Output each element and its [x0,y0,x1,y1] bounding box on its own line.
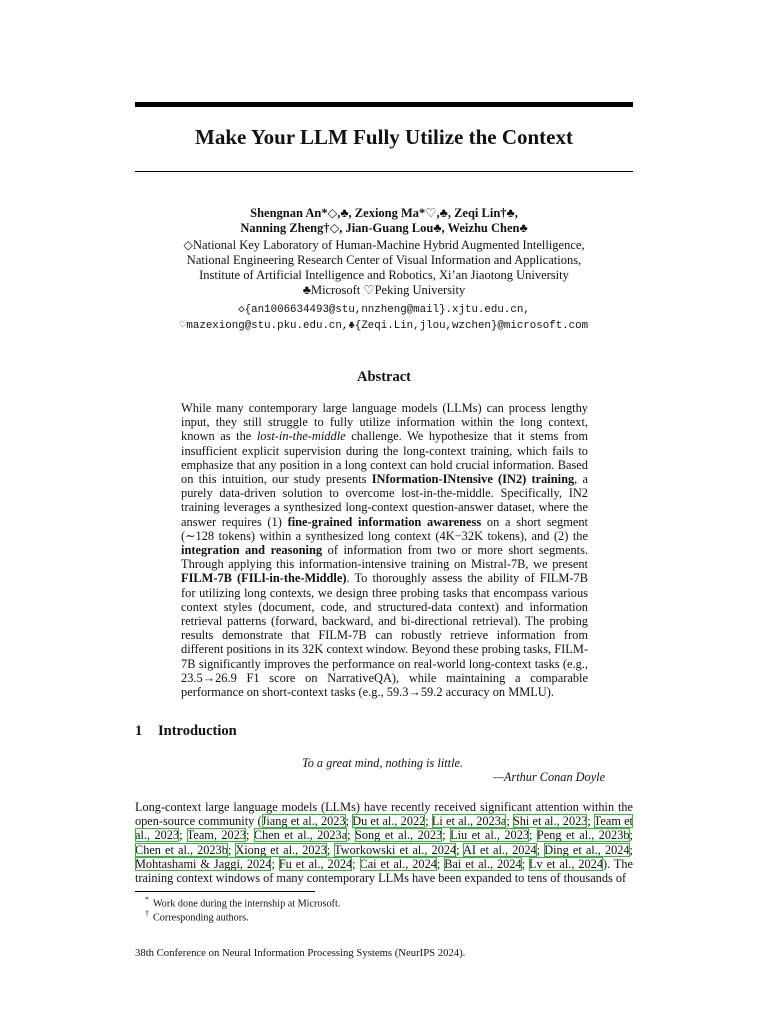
citation-link[interactable]: Tworkowski et al., 2024 [334,842,457,857]
abstract-text: While many contemporary large language models (LLMs) can process lengthy input, they still struggle to fully utilize information within the long context, known as the [181,401,588,444]
abstract-text: on a short segment (∼128 tokens) within a synthesized long context (4K−32K tokens), and (2) the [181,514,588,543]
affiliation-line: ♣Microsoft ♡Peking University [302,283,466,297]
abstract-text: of information from two or more short segments. Through applying this information-intensive training on Mistral-7B, we present [181,543,588,572]
citation-link[interactable]: Peng et al., 2023b [536,828,630,843]
abstract-emphasis: lost-in-the-middle [256,429,346,444]
footnote-rule [135,891,315,892]
citation-link[interactable]: Team et al., 2023 [135,814,633,843]
footnote-corresponding [145,909,249,923]
intro-text: Long-context large language models (LLMs) have recently received significant attention within the open-source community ( [135,800,633,829]
title-bottom-rule [135,171,633,172]
citation-link[interactable]: Team, 2023 [186,828,246,843]
citation-link[interactable]: AI et al., 2024 [462,842,537,857]
citation-link[interactable]: Shi et al., 2023 [512,814,588,829]
section-number: 1 [135,723,143,739]
footnote-mark: * [145,895,149,904]
author-emails [135,302,633,334]
conference-note: 38th Conference on Neural Information Processing Systems (NeurIPS 2024). [135,947,466,959]
paper-title: Make Your LLM Fully Utilize the Context [195,125,573,149]
citation-link[interactable]: Ding et al., 2024 [544,842,630,857]
footnote-text: Work done during the internship at Microsoft. [153,898,341,910]
title-top-rule [135,102,633,107]
abstract-bold-term: fine-grained information awareness [287,514,482,529]
citation-link[interactable]: Du et al., 2022 [352,814,426,829]
abstract-text: . To thoroughly assess the ability of FILM-7B for utilizing long contexts, we design three probing tasks that encompass various context styles (document, code, and structured-data context) and information retrieval patterns (forward, backward, and bi-directional retrieval). The probing results demonstrate that FILM-7B can robustly retrieve information from different positions in its 32K context window. Beyond these probing tasks, FILM-7B significantly improves the performance on real-world long-context tasks (e.g., 23.5→26.9 F1 score on NarrativeQA), while maintaining a comparable performance on short-context tasks (e.g., 59.3→59.2 accuracy on MMLU). [181,571,588,700]
citation-link[interactable]: Chen et al., 2023a [253,828,348,843]
abstract-bold-term: integration and reasoning [181,543,323,558]
abstract-method-name: INformation-INtensive (IN2) training [371,472,575,487]
affiliations [135,238,633,298]
citation-link[interactable]: Liu et al., 2023 [450,828,530,843]
email-line: ♡mazexiong@stu.pku.edu.cn,♣{Zeqi.Lin,jlou,wzchen}@microsoft.com [179,320,589,332]
epigraph-quote: To a great mind, nothing is little. [302,756,464,770]
citation-link[interactable]: Fu et al., 2024 [278,856,353,871]
epigraph-author: —Arthur Conan Doyle [493,770,606,784]
abstract-text: challenge. We hypothesize that it stems from insufficient explicit supervision during the long-context training, which fails to emphasize that any position in a long context can hold crucial information. Based on this intuition, our study presents [181,429,589,487]
abstract-heading: Abstract [357,369,411,385]
intro-text: ). The training context windows of many contemporary LLMs have been expanded to tens of thousands of [135,856,633,886]
authors-line-2: Nanning Zheng†◇, Jian-Guang Lou♣, Weizhu Chen♣ [240,221,528,235]
affiliation-line: ◇National Key Laboratory of Human-Machine Hybrid Augmented Intelligence, [183,238,585,252]
citation-link[interactable]: Bai et al., 2024 [444,856,522,871]
footnote-text: Corresponding authors. [153,912,249,924]
abstract-body [181,401,588,699]
citation-link[interactable]: Lv et al., 2024 [529,856,603,871]
abstract-text: , a purely data-driven solution to overcome lost-in-the-middle. Specifically, IN2 training leverages a synthesized long-context question-answer dataset, where the answer requires (1) [181,472,588,529]
footnote-mark: † [145,909,149,918]
section-title: Introduction [158,723,237,739]
footnote-internship [145,895,340,909]
citation-link[interactable]: Mohtashami & Jaggi, 2024 [135,856,272,871]
intro-paragraph: Long-context large language models (LLMs) have recently received significant attention within the open-source community (Jiang et al., 2023; Du et al., 2022; Li et al., 2023a; Shi et al., 2023; Team et al., 2023; Team, 2023; Chen et al., 2023a; Song et al., 2023; Liu et al., 2023; Peng et al., 2023b; Chen et al., 2023b; Xiong et al., 2023; Tworkowski et al., 2024; AI et al., 2024; Ding et al., 2024; Mohtashami & Jaggi, 2024; Fu et al., 2024; Cai et al., 2024; Bai et al., 2024; Lv et al., 2024). The training context windows of many contemporary LLMs have been expanded to tens of thousands of [135,800,633,886]
section-heading [135,723,237,740]
citation-link[interactable]: Li et al., 2023a [431,814,507,829]
citation-link[interactable]: Cai et al., 2024 [359,856,437,871]
email-line: ◇{an1006634493@stu,nnzheng@mail}.xjtu.edu.cn, [238,304,530,316]
citation-link[interactable]: Song et al., 2023 [355,828,443,843]
citation-link[interactable]: Xiong et al., 2023 [235,842,327,857]
authors-line-1: Shengnan An*◇,♣, Zexiong Ma*♡,♣, Zeqi Lin†♣, [250,206,518,220]
citation-link[interactable]: Jiang et al., 2023 [261,814,346,829]
abstract-model-name: FILM-7B (FILl-in-the-Middle) [181,571,347,586]
citation-link[interactable]: Chen et al., 2023b [135,842,228,857]
author-list [135,206,633,236]
affiliation-line: Institute of Artificial Intelligence and Robotics, Xi’an Jiaotong University [199,268,569,282]
affiliation-line: National Engineering Research Center of Visual Information and Applications, [186,253,582,267]
